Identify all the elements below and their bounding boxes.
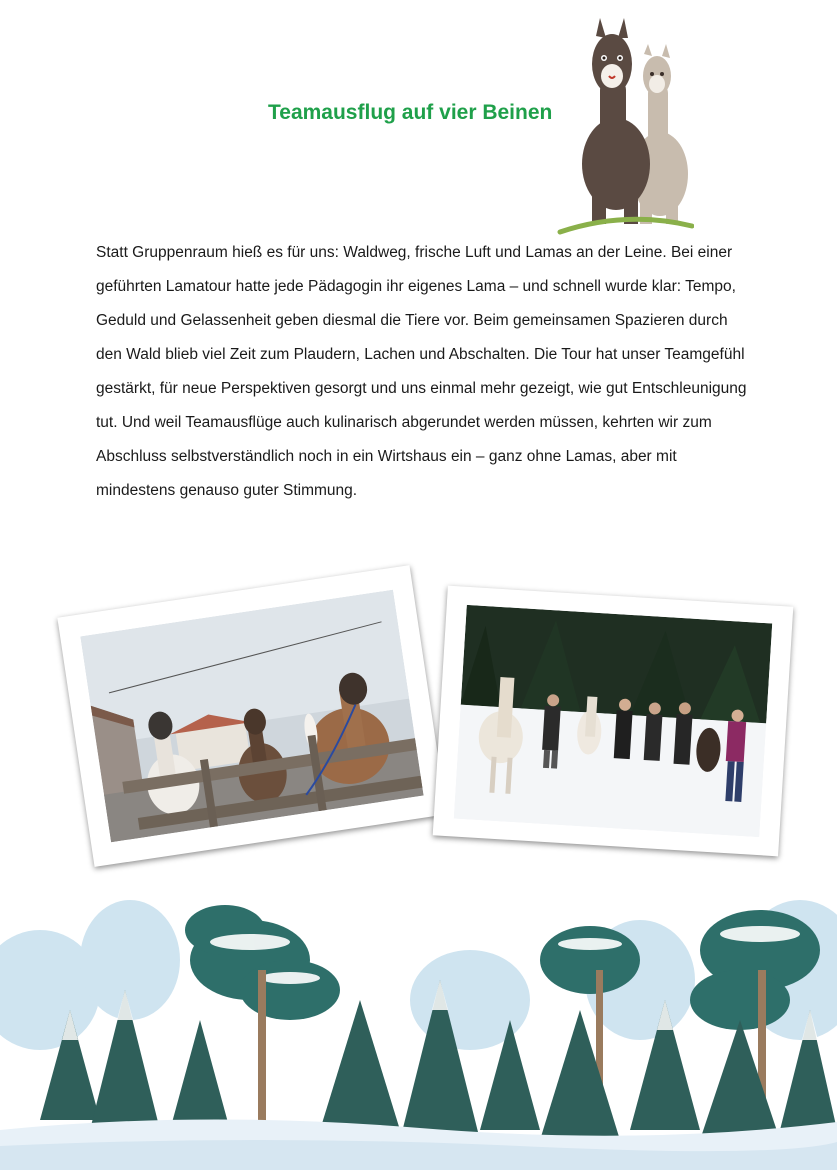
group-with-llamas-in-snow-photo [454,605,772,837]
photo-frame-llamas-fence [57,565,446,867]
page-title: Teamausflug auf vier Beinen [268,101,553,124]
article-paragraph: Statt Gruppenraum hieß es für uns: Waldweg, frische Luft und Lamas an der Leine. Bei einer geführten Lamatour hatte jede Pädagogin ihr eigenes Lama – und schnell wurde klar: Tempo, Geduld und Gelassenheit geben diesmal die Tiere vor. Beim gemeinsamen Spazieren durch den Wald blieb viel Zeit zum Plaudern, Lachen und Abschalten. Die Tour hat unser Teamgefühl gestärkt, für neue Perspektiven gesorgt und uns einmal mehr gezeigt, wie gut Entschleunigung tut. Und weil Teamausflüge auch kulinarisch abgerundet werden müssen, kehrten wir zum Abschluss selbstverständlich noch in ein Wirtshaus ein – ganz ohne Lamas, aber mit mindestens genauso guter Stimmung. [96,244,747,499]
winter-forest-illustration [0,890,837,1170]
llamas-at-fence-photo [80,590,423,842]
photo-frame-group-snow [433,586,794,857]
llama-pair-icon [556,14,694,236]
